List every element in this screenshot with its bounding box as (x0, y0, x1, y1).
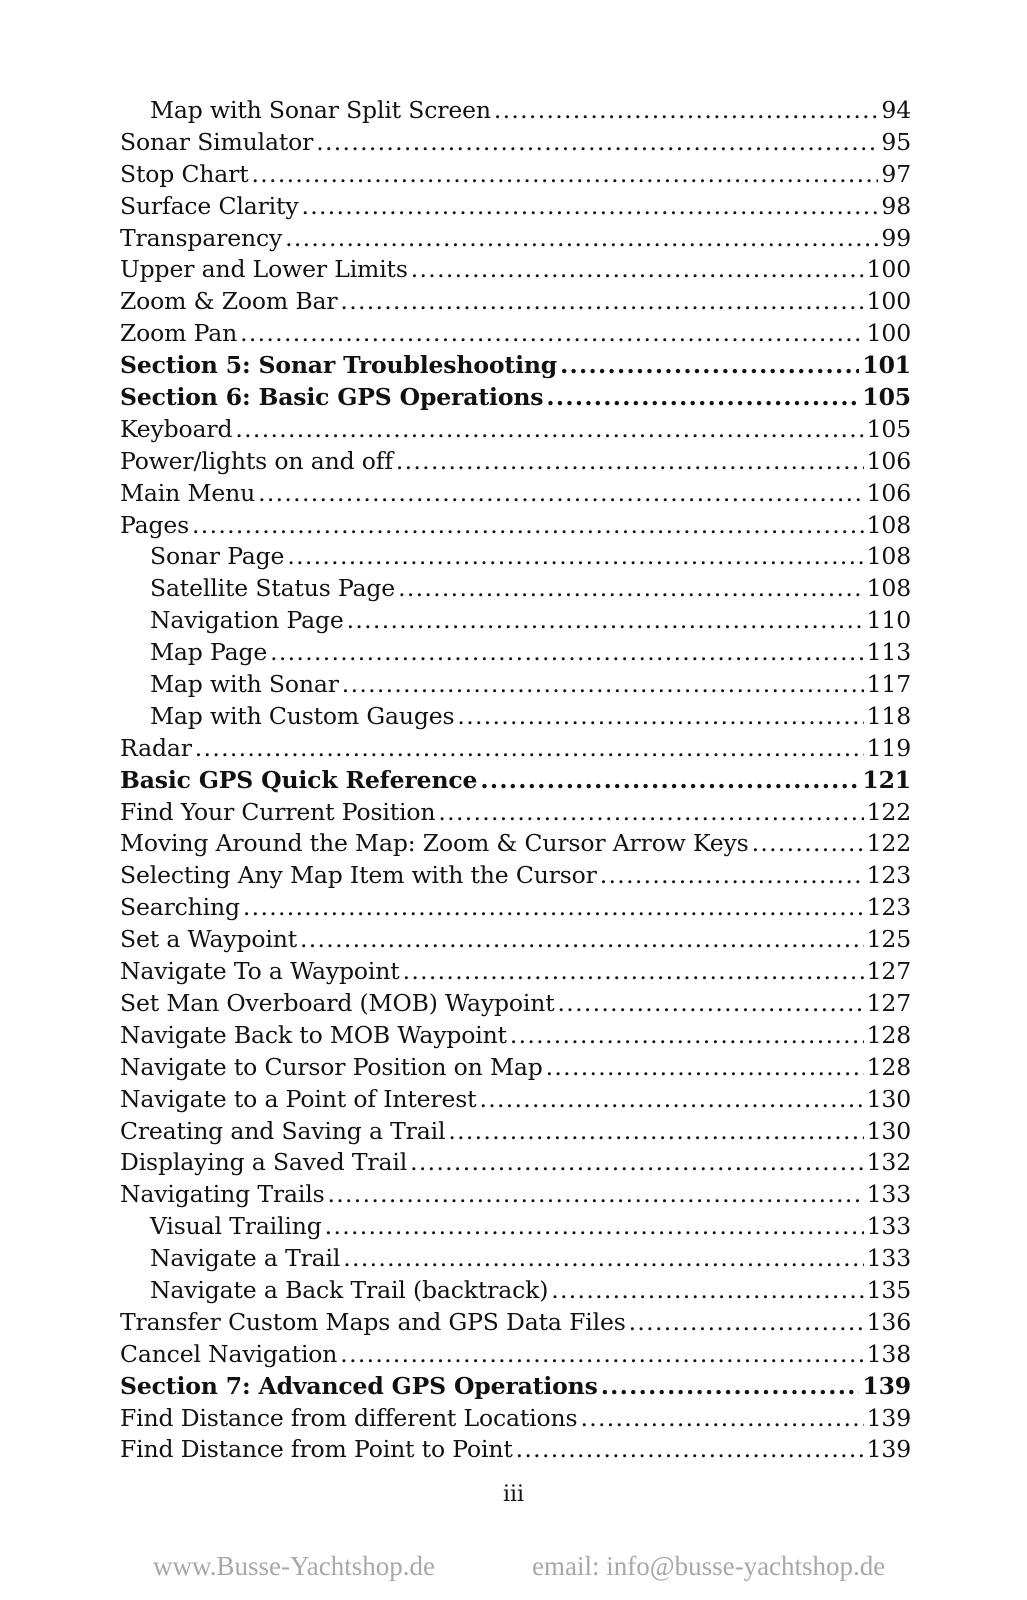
toc-dot-leader (551, 1275, 863, 1307)
toc-dot-leader (235, 414, 863, 446)
toc-entry[interactable] (120, 127, 911, 159)
toc-entry[interactable] (120, 541, 911, 573)
toc-entry-title: Zoom Pan (120, 319, 238, 348)
toc-entry-page: 118 (866, 701, 911, 730)
toc-entry-page: 130 (866, 1084, 911, 1113)
toc-entry-title: Pages (120, 510, 190, 539)
toc-entry-title: Cancel Navigation (120, 1339, 338, 1368)
toc-entry[interactable] (120, 1403, 911, 1435)
toc-dot-leader (287, 541, 863, 573)
toc-entry-title: Set a Waypoint (120, 925, 297, 954)
toc-section-heading[interactable] (120, 1371, 911, 1403)
toc-entry-page: 98 (881, 191, 911, 220)
toc-dot-leader (347, 605, 864, 637)
toc-entry-page: 121 (862, 765, 911, 794)
toc-dot-leader (629, 1307, 864, 1339)
toc-entry-title: Navigate Back to MOB Waypoint (120, 1020, 507, 1049)
toc-entry-page: 105 (862, 383, 911, 412)
toc-entry[interactable] (120, 1179, 911, 1211)
toc-entry-title: Navigate to a Point of Interest (120, 1084, 477, 1113)
toc-section-heading[interactable] (120, 765, 911, 797)
toc-dot-leader (325, 1211, 864, 1243)
toc-dot-leader (328, 1179, 864, 1211)
toc-section-heading[interactable] (120, 350, 911, 382)
toc-entry-title: Creating and Saving a Trail (120, 1116, 446, 1145)
toc-dot-leader (410, 1147, 864, 1179)
toc-dot-leader (240, 318, 864, 350)
toc-entry-page: 108 (866, 542, 911, 571)
toc-entry-title: Visual Trailing (150, 1212, 322, 1241)
toc-entry[interactable] (120, 1339, 911, 1371)
toc-entry[interactable] (120, 1434, 911, 1466)
toc-entry[interactable] (120, 988, 911, 1020)
toc-entry-page: 108 (866, 510, 911, 539)
toc-entry[interactable] (120, 669, 911, 701)
toc-entry-title: Upper and Lower Limits (120, 255, 408, 284)
toc-entry[interactable] (120, 1084, 911, 1116)
toc-entry-title: Section 7: Advanced GPS Operations (120, 1371, 598, 1400)
toc-entry-title: Map Page (150, 638, 268, 667)
toc-entry-title: Find Distance from Point to Point (120, 1435, 513, 1464)
toc-entry[interactable] (120, 860, 911, 892)
toc-entry-title: Basic GPS Quick Reference (120, 765, 478, 794)
page-number: iii (502, 1482, 525, 1507)
toc-dot-leader (558, 988, 864, 1020)
toc-entry-page: 139 (866, 1435, 911, 1464)
toc-entry[interactable] (120, 797, 911, 829)
toc-dot-leader (580, 1403, 863, 1435)
toc-entry-page: 106 (866, 478, 911, 507)
toc-dot-leader (340, 1339, 863, 1371)
toc-entry-page: 100 (866, 255, 911, 284)
toc-dot-leader (411, 254, 864, 286)
toc-entry[interactable] (120, 318, 911, 350)
toc-entry-page: 135 (866, 1275, 911, 1304)
toc-dot-leader (479, 1084, 863, 1116)
toc-entry-page: 101 (862, 351, 911, 380)
toc-entry-title: Surface Clarity (120, 191, 299, 220)
toc-dot-leader (448, 1116, 863, 1148)
toc-entry-title: Section 5: Sonar Troubleshooting (120, 351, 558, 380)
toc-dot-leader (403, 956, 864, 988)
toc-entry-title: Navigate To a Waypoint (120, 957, 400, 986)
toc-dot-leader (285, 223, 878, 255)
toc-entry-page: 113 (866, 638, 911, 667)
toc-entry-title: Selecting Any Map Item with the Cursor (120, 861, 597, 890)
toc-dot-leader (398, 573, 864, 605)
toc-entry-page: 132 (866, 1148, 911, 1177)
toc-entry-page: 122 (866, 829, 911, 858)
toc-entry[interactable] (120, 637, 911, 669)
toc-entry-page: 106 (866, 446, 911, 475)
toc-dot-leader (546, 1052, 864, 1084)
toc-entry[interactable] (120, 223, 911, 255)
toc-entry-page: 122 (866, 797, 911, 826)
toc-entry-page: 139 (862, 1371, 911, 1400)
toc-dot-leader (601, 1371, 860, 1403)
toc-entry-title: Main Menu (120, 478, 256, 507)
toc-entry[interactable] (120, 1116, 911, 1148)
toc-dot-leader (600, 860, 864, 892)
toc-entry-title: Searching (120, 893, 240, 922)
toc-dot-leader (546, 382, 859, 414)
toc-entry-page: 127 (866, 988, 911, 1017)
footer-email[interactable]: email: info@busse-yachtshop.de (532, 1551, 886, 1581)
toc-dot-leader (560, 350, 859, 382)
toc-entry-title: Sonar Page (150, 542, 285, 571)
toc-dot-leader (316, 127, 878, 159)
toc-entry-title: Find Your Current Position (120, 797, 436, 826)
toc-dot-leader (438, 797, 863, 829)
toc-entry-page: 127 (866, 957, 911, 986)
toc-entry-title: Find Distance from different Locations (120, 1403, 578, 1432)
toc-section-heading[interactable] (120, 382, 911, 414)
toc-entry[interactable] (120, 828, 911, 860)
toc-entry[interactable] (120, 95, 911, 127)
toc-entry-title: Set Man Overboard (MOB) Waypoint (120, 988, 555, 1017)
toc-entry-page: 108 (866, 574, 911, 603)
toc-entry-page: 133 (866, 1180, 911, 1209)
toc-entry[interactable] (120, 892, 911, 924)
toc-entry-page: 95 (881, 127, 911, 156)
toc-dot-leader (252, 159, 879, 191)
toc-entry[interactable] (120, 701, 911, 733)
toc-entry-title: Navigating Trails (120, 1180, 325, 1209)
toc-dot-leader (301, 191, 878, 223)
toc-entry-title: Radar (120, 733, 192, 762)
toc-entry-page: 100 (866, 319, 911, 348)
toc-entry[interactable] (120, 605, 911, 637)
toc-dot-leader (457, 701, 863, 733)
toc-entry[interactable] (120, 1243, 911, 1275)
toc-entry-page: 130 (866, 1116, 911, 1145)
toc-entry-title: Keyboard (120, 414, 233, 443)
toc-dot-leader (494, 95, 879, 127)
toc-entry[interactable] (120, 510, 911, 542)
toc-dot-leader (342, 669, 864, 701)
toc-entry-title: Satellite Status Page (150, 574, 396, 603)
toc-entry-page: 123 (866, 893, 911, 922)
toc-entry-page: 100 (866, 287, 911, 316)
toc-entry[interactable] (120, 414, 911, 446)
toc-entry[interactable] (120, 1147, 911, 1179)
toc-entry-title: Navigation Page (150, 606, 344, 635)
toc-entry-page: 117 (866, 670, 911, 699)
toc-entry-page: 128 (866, 1020, 911, 1049)
toc-entry-title: Navigate a Trail (150, 1244, 341, 1273)
toc-entry[interactable] (120, 159, 911, 191)
toc-dot-leader (480, 765, 859, 797)
toc-entry-title: Map with Sonar (150, 670, 339, 699)
toc-entry[interactable] (120, 1275, 911, 1307)
toc-entry-page: 133 (866, 1212, 911, 1241)
toc-dot-leader (258, 478, 864, 510)
footer-website[interactable]: www.Busse-Yachtshop.de (153, 1551, 435, 1581)
toc-entry-title: Navigate a Back Trail (backtrack) (150, 1275, 549, 1304)
toc-entry[interactable] (120, 956, 911, 988)
toc-entry[interactable] (120, 1052, 911, 1084)
toc-entry[interactable] (120, 733, 911, 765)
toc-dot-leader (510, 1020, 864, 1052)
toc-dot-leader (343, 1243, 863, 1275)
toc-dot-leader (192, 510, 864, 542)
toc-dot-leader (195, 733, 864, 765)
toc-dot-leader (752, 828, 864, 860)
toc-entry-title: Displaying a Saved Trail (120, 1148, 408, 1177)
toc-entry[interactable] (120, 924, 911, 956)
toc-entry-page: 99 (881, 223, 911, 252)
toc-entry-page: 128 (866, 1052, 911, 1081)
toc-entry-page: 123 (866, 861, 911, 890)
toc-entry-title: Navigate to Cursor Position on Map (120, 1052, 543, 1081)
toc-dot-leader (516, 1434, 864, 1466)
toc-entry[interactable] (120, 446, 911, 478)
toc-entry-title: Power/lights on and off (120, 446, 393, 475)
toc-entry-title: Sonar Simulator (120, 127, 314, 156)
toc-entry-title: Stop Chart (120, 159, 249, 188)
toc-entry-title: Section 6: Basic GPS Operations (120, 383, 544, 412)
toc-entry[interactable] (120, 191, 911, 223)
toc-entry[interactable] (120, 1020, 911, 1052)
toc-entry-page: 105 (866, 414, 911, 443)
toc-entry-title: Map with Custom Gauges (150, 701, 455, 730)
toc-dot-leader (300, 924, 864, 956)
toc-entry-page: 139 (866, 1403, 911, 1432)
toc-entry[interactable] (120, 286, 911, 318)
toc-entry-page: 110 (866, 606, 911, 635)
toc-entry-title: Transfer Custom Maps and GPS Data Files (120, 1307, 626, 1336)
toc-entry-page: 138 (866, 1339, 911, 1368)
toc-entry-page: 125 (866, 925, 911, 954)
toc-entry-page: 97 (881, 159, 911, 188)
toc-entry-title: Map with Sonar Split Screen (150, 96, 491, 124)
toc-entry-title: Transparency (120, 223, 283, 252)
toc-entry-page: 136 (866, 1307, 911, 1336)
toc-entry-page: 94 (881, 96, 911, 124)
toc-entry-page: 119 (866, 733, 911, 762)
toc-dot-leader (243, 892, 864, 924)
toc-dot-leader (396, 446, 864, 478)
toc-dot-leader (340, 286, 863, 318)
table-of-contents (120, 95, 911, 1466)
toc-dot-leader (270, 637, 863, 669)
toc-entry-page: 133 (866, 1244, 911, 1273)
toc-entry[interactable] (120, 1307, 911, 1339)
toc-entry-title: Zoom & Zoom Bar (120, 287, 338, 316)
toc-entry[interactable] (120, 254, 911, 286)
toc-entry[interactable] (120, 573, 911, 605)
toc-entry[interactable] (120, 1211, 911, 1243)
toc-entry-title: Moving Around the Map: Zoom & Cursor Arrow Keys (120, 829, 749, 858)
toc-entry[interactable] (120, 478, 911, 510)
